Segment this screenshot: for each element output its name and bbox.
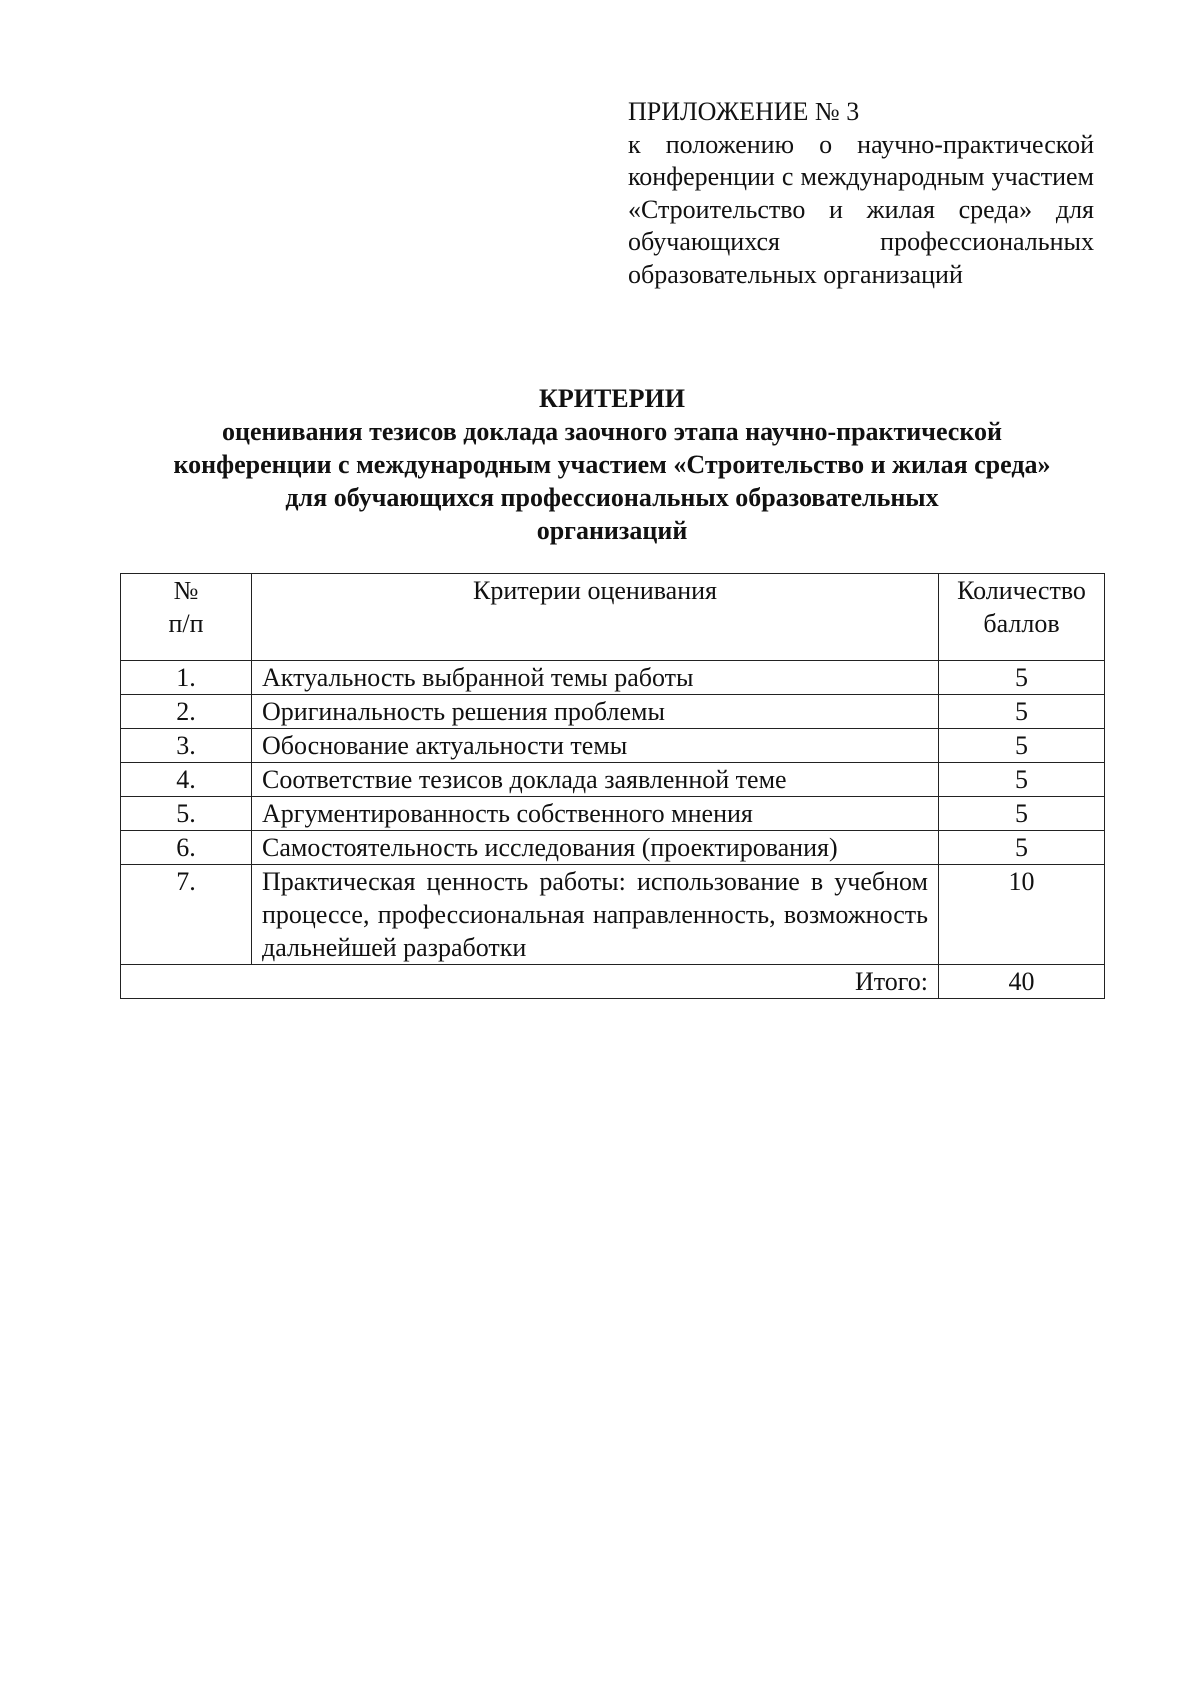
- table-row: [121, 831, 1105, 865]
- heading-title: КРИТЕРИИ: [539, 384, 685, 413]
- row-score: 5: [939, 661, 1105, 695]
- row-score: 5: [939, 831, 1105, 865]
- row-number: 2.: [121, 695, 252, 729]
- table-row: [121, 729, 1105, 763]
- heading-line-1: оценивания тезисов доклада заочного этапа научно-практической: [222, 417, 1002, 446]
- row-number: 4.: [121, 763, 252, 797]
- row-score: 10: [939, 865, 1105, 965]
- total-value: 40: [939, 965, 1105, 999]
- row-number: 6.: [121, 831, 252, 865]
- row-number: 5.: [121, 797, 252, 831]
- table-header-row: [121, 574, 1105, 661]
- heading-line-2: конференции с международным участием «Строительство и жилая среда»: [173, 450, 1051, 479]
- total-label: Итого:: [121, 965, 939, 999]
- table-row: [121, 661, 1105, 695]
- row-criterion: Аргументированность собственного мнения: [252, 797, 939, 831]
- appendix-body: к положению о научно-практической конференции с международным участием «Строительство и жилая среда» для обучающихся профессиональных образовательных организаций: [628, 129, 1094, 289]
- criteria-table: [120, 573, 1105, 999]
- header-score: [939, 574, 1105, 661]
- row-criterion: Практическая ценность работы: использование в учебном процессе, профессиональная направленность, возможность дальнейшей разработки: [252, 865, 939, 965]
- row-criterion: Самостоятельность исследования (проектирования): [252, 831, 939, 865]
- header-number-line-2: п/п: [168, 609, 204, 638]
- header-number-line-1: №: [173, 576, 199, 605]
- table-row: [121, 763, 1105, 797]
- row-criterion: Обоснование актуальности темы: [252, 729, 939, 763]
- table-total-row: [121, 965, 1105, 999]
- row-criterion: Актуальность выбранной темы работы: [252, 661, 939, 695]
- table-row: [121, 695, 1105, 729]
- document-heading: [120, 382, 1104, 547]
- header-number: [121, 574, 252, 661]
- row-score: 5: [939, 695, 1105, 729]
- heading-line-3: для обучающихся профессиональных образовательных: [285, 483, 939, 512]
- row-number: 7.: [121, 865, 252, 965]
- appendix-title: ПРИЛОЖЕНИЕ № 3: [628, 97, 860, 126]
- row-criterion: Соответствие тезисов доклада заявленной теме: [252, 763, 939, 797]
- header-score-line-1: Количество: [957, 576, 1086, 605]
- appendix-block: [628, 96, 1094, 291]
- heading-line-4: организаций: [536, 516, 688, 545]
- row-number: 1.: [121, 661, 252, 695]
- header-criteria: Критерии оценивания: [252, 574, 939, 661]
- row-score: 5: [939, 729, 1105, 763]
- table-row: [121, 797, 1105, 831]
- row-score: 5: [939, 763, 1105, 797]
- row-score: 5: [939, 797, 1105, 831]
- row-criterion: Оригинальность решения проблемы: [252, 695, 939, 729]
- table-row: [121, 865, 1105, 965]
- header-score-line-2: баллов: [983, 609, 1060, 638]
- row-number: 3.: [121, 729, 252, 763]
